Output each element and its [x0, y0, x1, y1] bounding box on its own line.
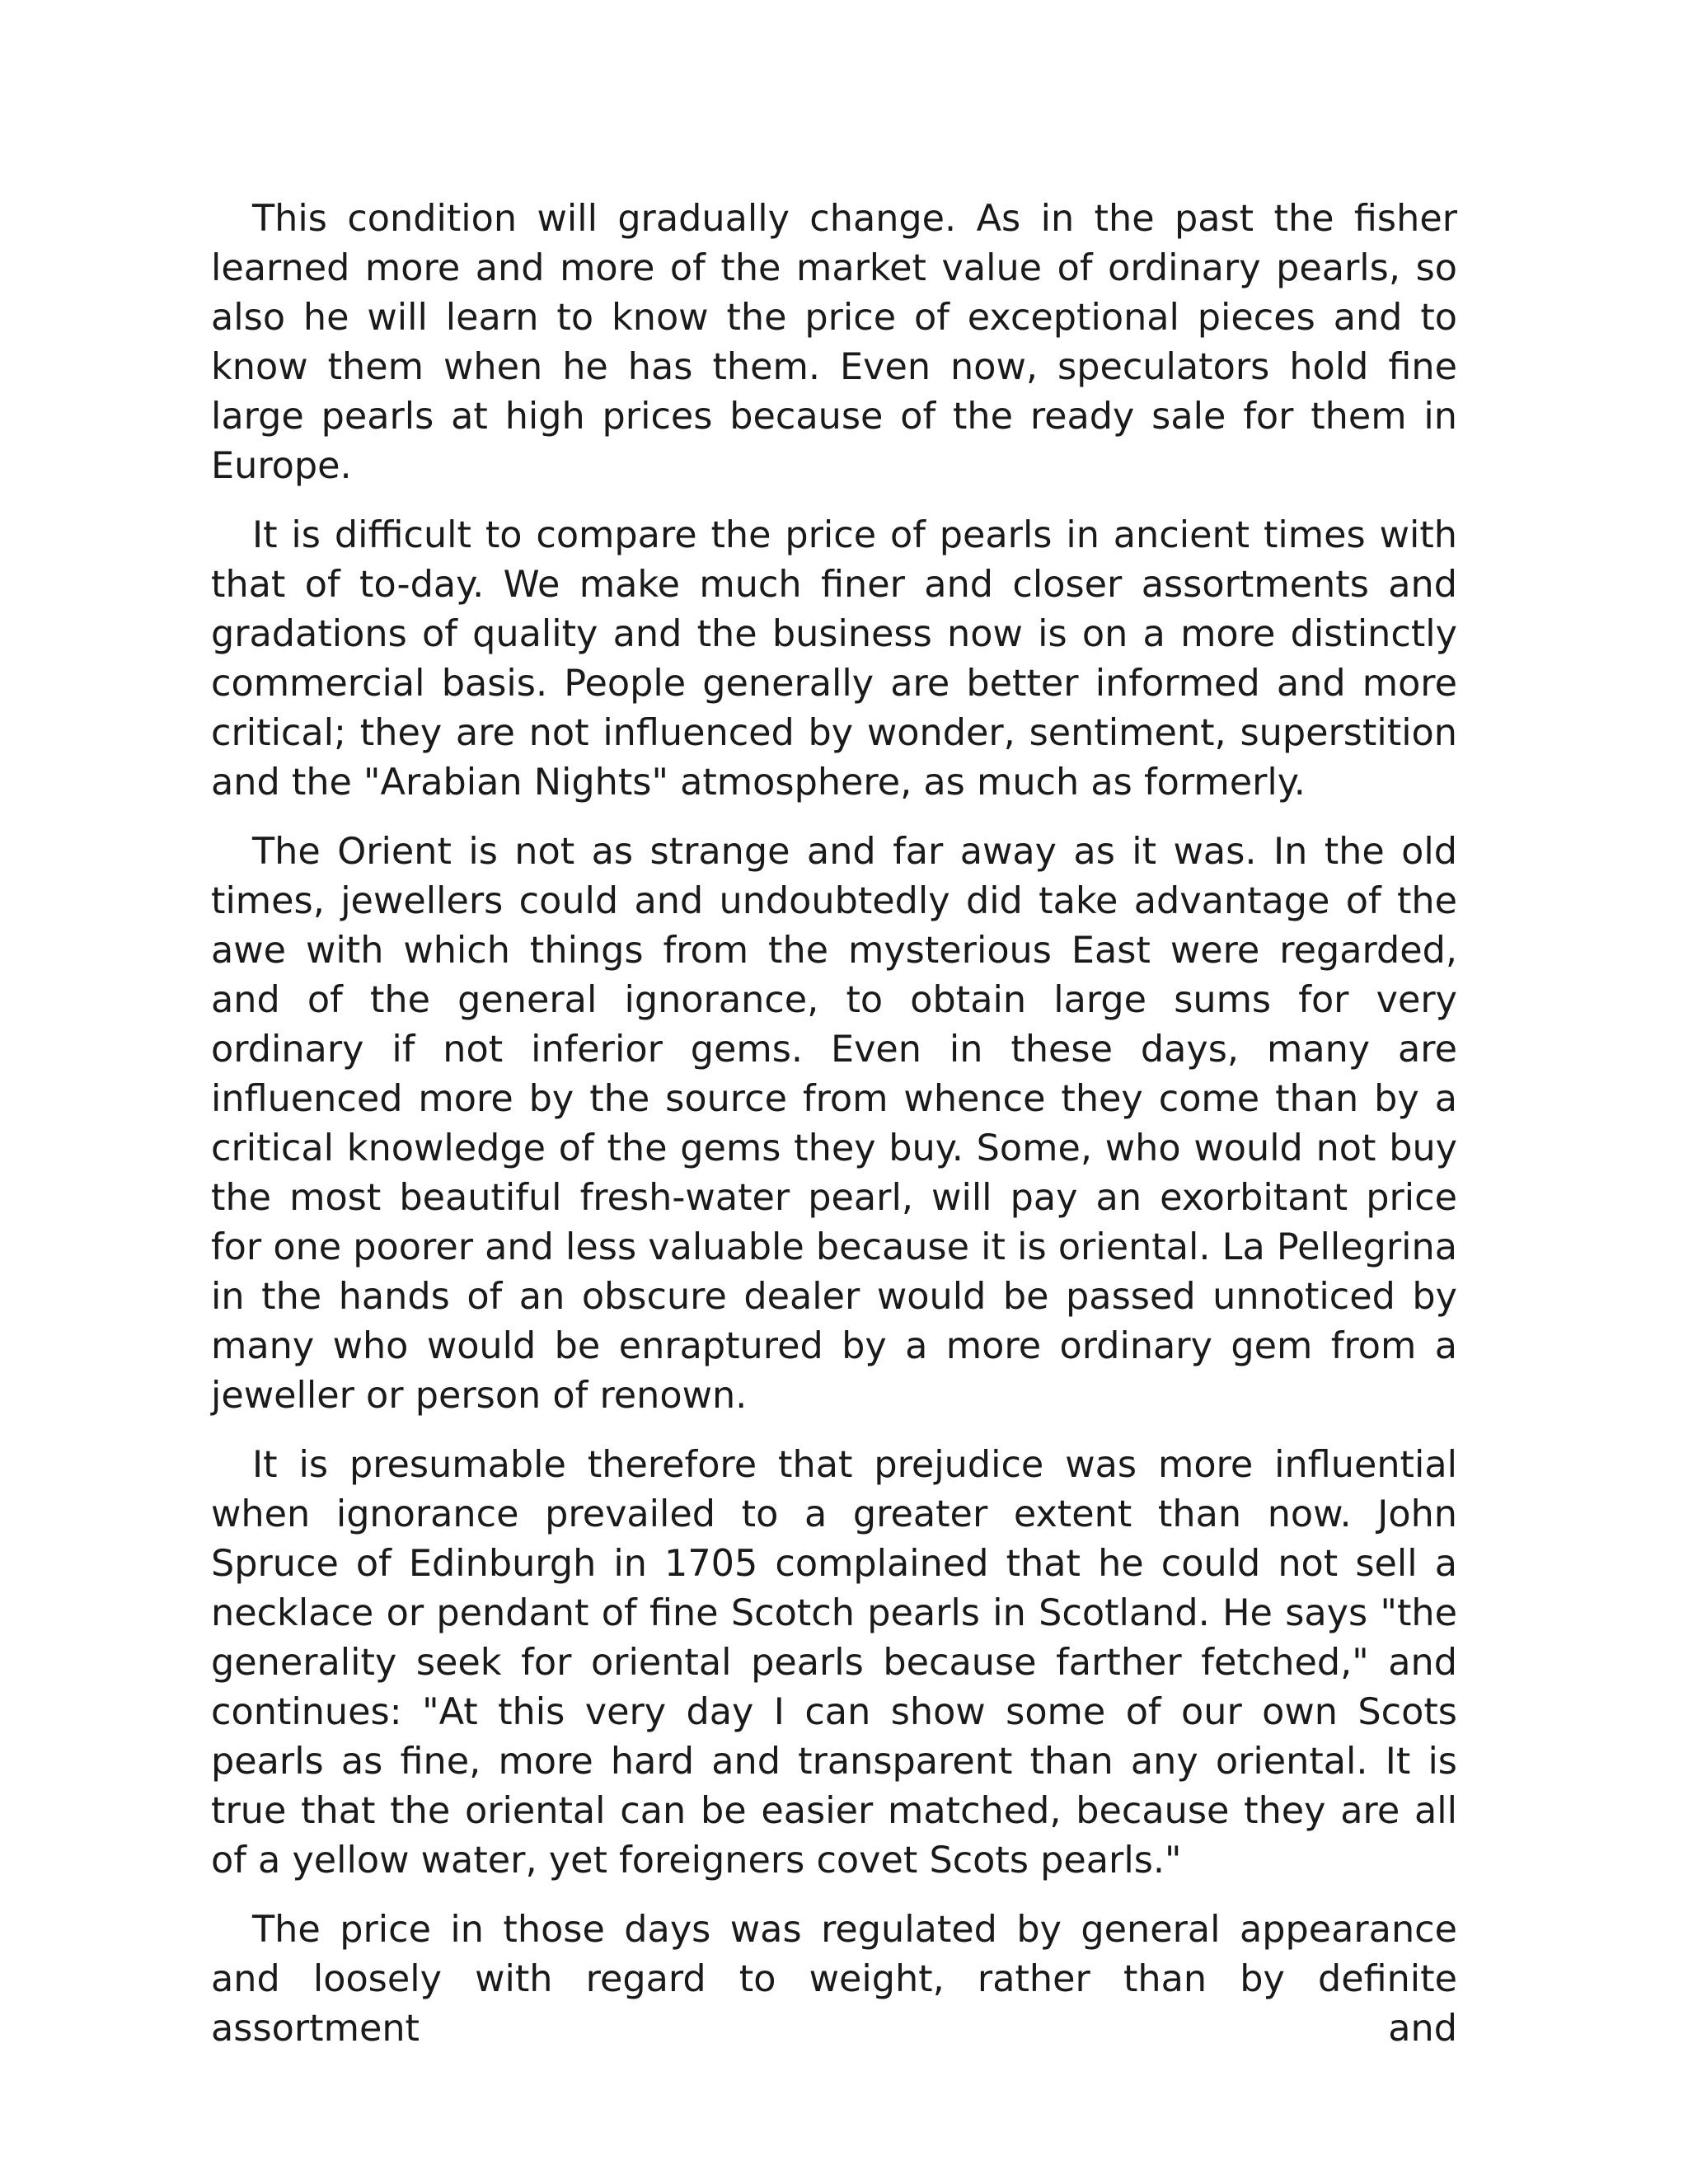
body-text: [211, 194, 1457, 2054]
paragraph-1: This condition will gradually change. As in the past the fisher learned more and more of the market value of ordinary pearls, so also he will learn to know the price of exceptional pieces and to know them when he has them. Even now, speculators hold fine large pearls at high prices because of the ready sale for them in Europe.: [211, 198, 1457, 487]
paragraph-2: It is difficult to compare the price of pearls in ancient times with that of to-day. We make much finer and closer assortments and gradations of quality and the business now is on a more distinctly commercial basis. People generally are better informed and more critical; they are not influenced by wonder, sentiment, superstition and the "Arabian Nights" atmosphere, as much as formerly.: [211, 514, 1457, 804]
paragraph-5: The price in those days was regulated by general appearance and loosely with regard to weight, rather than by definite assortment and: [211, 1909, 1457, 2050]
paragraph-3: The Orient is not as strange and far away as it was. In the old times, jewellers could and undoubtedly did take advantage of the awe with which things from the mysterious East were regarded, and of the general ignorance, to obtain large sums for very ordinary if not inferior gems. Even in these days, many are influenced more by the source from whence they come than by a critical knowledge of the gems they buy. Some, who would not buy the most beautiful fresh-water pearl, will pay an exorbitant price for one poorer and less valuable because it is oriental. La Pellegrina in the hands of an obscure dealer would be passed unnoticed by many who would be enraptured by a more ordinary gem from a jeweller or person of renown.: [211, 831, 1457, 1417]
paragraph-4: It is presumable therefore that prejudice was more influential when ignorance prevailed to a greater extent than now. John Spruce of Edinburgh in 1705 complained that he could not sell a necklace or pendant of fine Scotch pearls in Scotland. He says "the generality seek for oriental pearls because farther fetched," and continues: "At this very day I can show some of our own Scots pearls as fine, more hard and transparent than any oriental. It is true that the oriental can be easier matched, because they are all of a yellow water, yet foreigners covet Scots pearls.": [211, 1444, 1457, 1882]
